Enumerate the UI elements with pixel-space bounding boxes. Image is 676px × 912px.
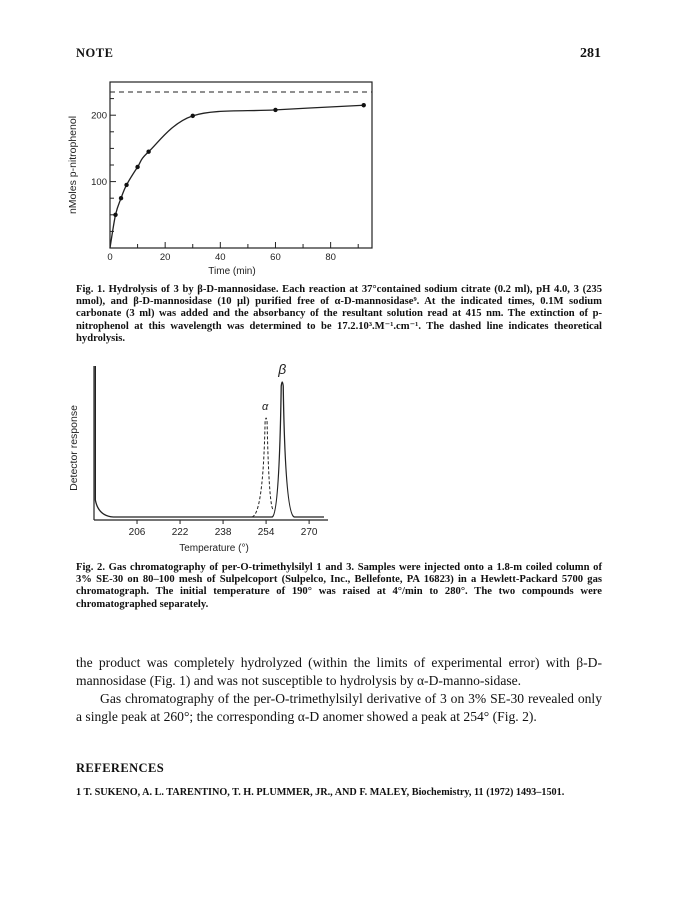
- running-header: NOTE: [76, 46, 114, 60]
- figure1-chart: [60, 74, 390, 280]
- figure1-x-axis-label: Time (min): [208, 266, 256, 277]
- x-tick-label: 0: [107, 252, 113, 263]
- x-tick-label: 222: [171, 527, 189, 538]
- data-point: [362, 103, 366, 107]
- x-tick-label: 60: [270, 252, 281, 263]
- hydrolysis-curve: [110, 105, 364, 248]
- figure2-chart: [60, 362, 340, 558]
- x-tick-label: 80: [325, 252, 336, 263]
- data-point: [124, 183, 128, 187]
- alpha-peak-label: α: [261, 401, 269, 413]
- figure1-y-axis-label: nMoles p-nitrophenol: [67, 115, 79, 215]
- x-tick-label: 254: [257, 527, 275, 538]
- y-tick-label: 200: [91, 110, 107, 122]
- x-tick-label: 206: [128, 527, 146, 538]
- figure2-caption: Fig. 2. Gas chromatography of per-O-trimethylsilyl 1 and 3. Samples were injected onto a 1.8-m coiled column of 3% SE-30 on 80–100 mesh of Sulpelcoport (Sulpelco, Inc., Bellefonte, PA 16823) in a Hewlett-Packard 5700 gas chromatograph. The initial temperature of 190° was raised at 4°/min to 280°. The two compounds were chromatographed separately.: [76, 562, 602, 610]
- figure2-x-axis-label: Temperature (°): [179, 543, 249, 554]
- beta-anomer-trace: [95, 366, 324, 517]
- figure1-caption: Fig. 1. Hydrolysis of 3 by β-D-mannosidase. Each reaction at 37°contained sodium citrate (0.2 ml), pH 4.0, 3 (235 nmol), and β-D-mannosidase (10 µl) purified free of α-D-mannosidase⁹. At the indicated times, 0.1M sodium carbonate (3 ml) was added and the absorbancy of the resultant solution read at 415 nm. The extinction of p-nitrophenol at this wavelength was determined to be 17.2.10³.M⁻¹.cm⁻¹. The dashed line indicates theoretical hydrolysis.: [76, 284, 602, 344]
- x-tick-label: 20: [159, 252, 171, 263]
- body-paragraph: the product was completely hydrolyzed (within the limits of experimental error) with β-D-mannosidase (Fig. 1) and was not susceptible to hydrolysis by α-D-manno-sidase.: [76, 655, 602, 689]
- data-point: [135, 165, 139, 169]
- data-point: [191, 114, 195, 118]
- reference-item: [76, 787, 602, 799]
- data-point: [119, 196, 123, 200]
- reference-number: 1: [76, 787, 82, 798]
- data-point: [273, 108, 277, 112]
- x-tick-label: 238: [214, 527, 232, 538]
- reference-text: T. SUKENO, A. L. TARENTINO, T. H. PLUMMER, JR., AND F. MALEY, Biochemistry, 11 (1972) 1493–1501.: [83, 787, 565, 798]
- beta-peak-label: β: [278, 362, 287, 377]
- data-point: [113, 213, 117, 217]
- x-tick-label: 40: [215, 252, 226, 263]
- page-number: 281: [580, 46, 601, 61]
- x-tick-label: 270: [300, 527, 318, 538]
- y-tick-label: 100: [91, 177, 107, 189]
- alpha-anomer-trace: [252, 418, 274, 517]
- figure2-y-axis-label: Detector response: [68, 405, 80, 491]
- body-paragraph: Gas chromatography of the per-O-trimethylsilyl derivative of 3 on 3% SE-30 revealed only a single peak at 260°; the corresponding α-D anomer showed a peak at 254° (Fig. 2).: [76, 691, 602, 725]
- references-heading: REFERENCES: [76, 761, 165, 775]
- data-point: [146, 150, 150, 154]
